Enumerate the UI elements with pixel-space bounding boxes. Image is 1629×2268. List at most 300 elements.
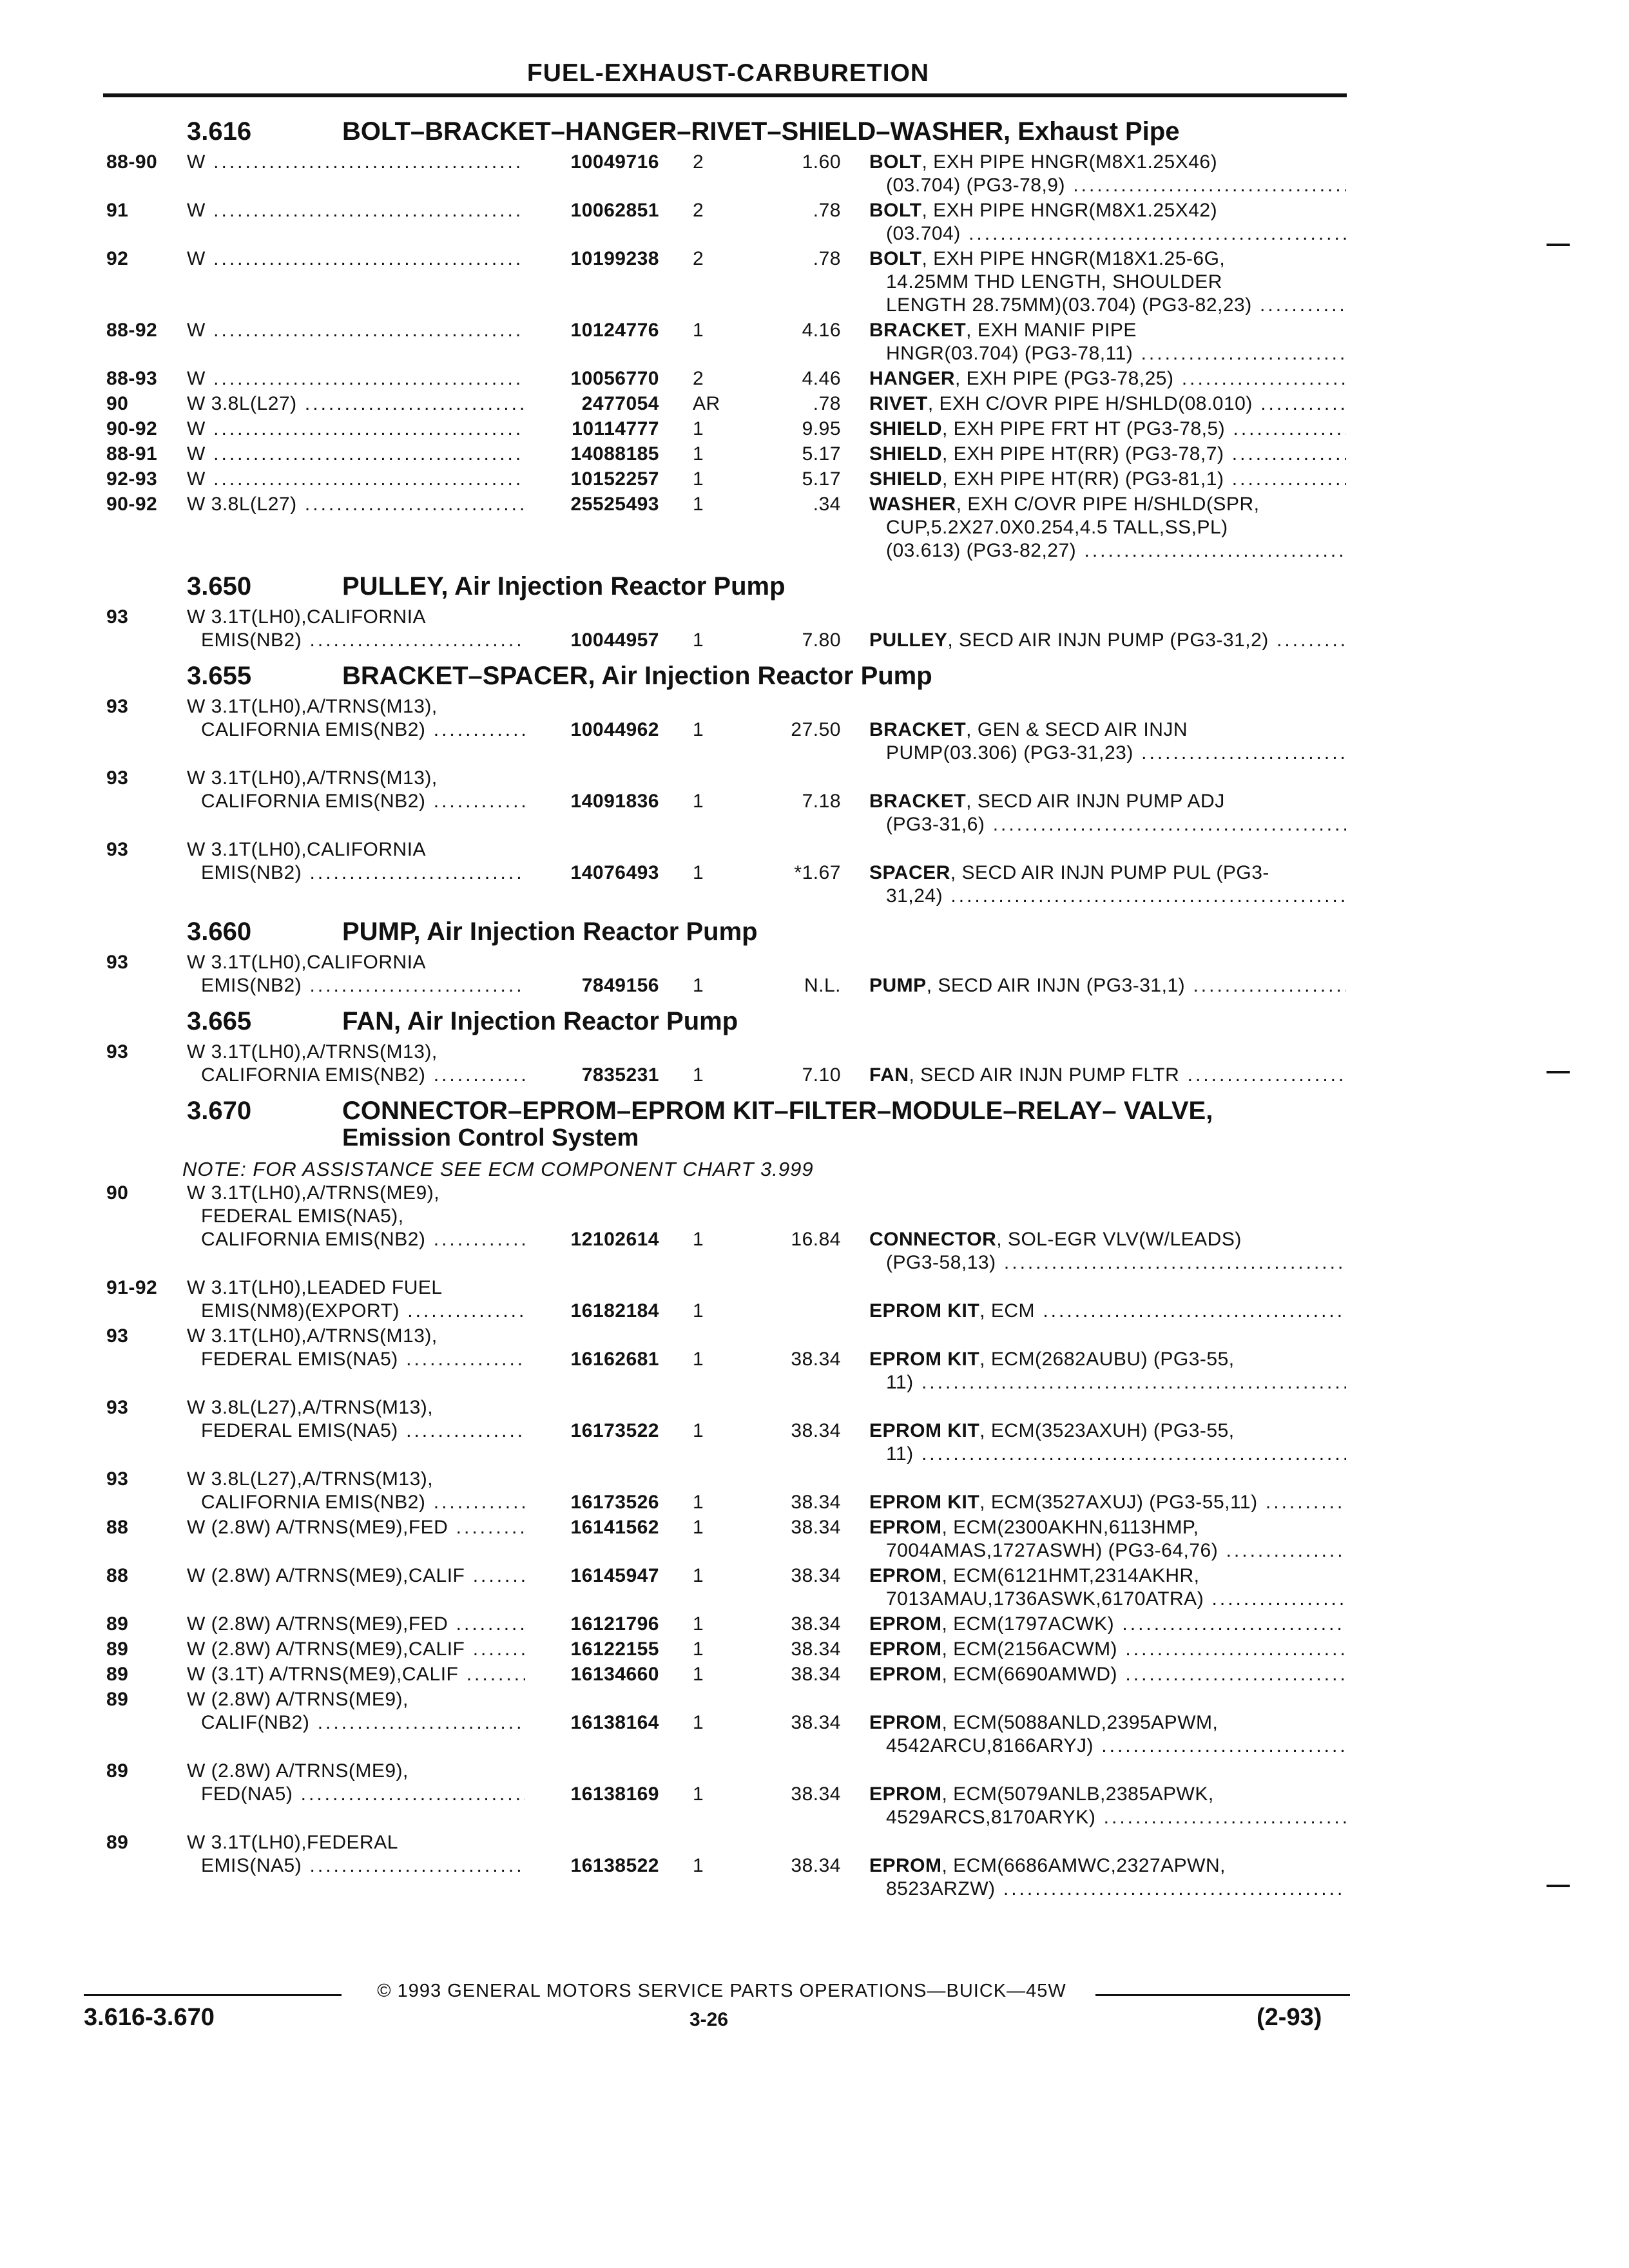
model-years: 89 xyxy=(106,1832,129,1853)
price: 38.34 xyxy=(791,1712,841,1733)
application-line: W 3.1T(LH0),A/TRNS(M13), xyxy=(187,1325,438,1347)
spacer xyxy=(187,222,638,245)
part-row xyxy=(106,1760,1350,1831)
description-line xyxy=(869,1064,1346,1087)
description-line xyxy=(869,418,1346,441)
quantity: 1 xyxy=(693,1229,704,1250)
part-number: 10199238 xyxy=(525,247,659,271)
quantity: 1 xyxy=(693,1420,704,1441)
quantity: 1 xyxy=(693,1064,704,1086)
catalog-section xyxy=(106,570,1350,654)
price: 5.17 xyxy=(802,468,841,490)
part-number: 16182184 xyxy=(525,1300,659,1323)
application-line: FED(NA5) ..... xyxy=(187,1783,638,1806)
section-title: PUMP, Air Injection Reactor Pump xyxy=(342,918,758,946)
model-years: 88-92 xyxy=(106,320,158,341)
application-line: W ..... xyxy=(187,199,638,222)
quantity: 1 xyxy=(693,468,704,490)
section-number: 3.655 xyxy=(187,662,252,690)
part-name: BRACKET xyxy=(869,791,967,812)
model-years: 92-93 xyxy=(106,468,158,490)
application-line: EMIS(NM8)(EXPORT) ..... xyxy=(187,1300,638,1323)
section-number: 3.660 xyxy=(187,918,252,946)
catalog-section xyxy=(106,1094,1350,1903)
spacer xyxy=(187,516,638,539)
part-number: 10114777 xyxy=(525,418,659,441)
application-line: W (2.8W) A/TRNS(ME9),CALIF ..... xyxy=(187,1564,638,1588)
part-description xyxy=(869,1711,1346,1758)
price: 5.17 xyxy=(802,443,841,465)
part-description xyxy=(869,468,1346,491)
price: 1.60 xyxy=(802,151,841,173)
description-text: , EXH MANIF PIPE xyxy=(966,320,1137,341)
description-line xyxy=(869,1348,1346,1371)
part-name: EPROM xyxy=(869,1639,942,1660)
description-line xyxy=(869,718,1346,742)
application-line: W 3.1T(LH0),A/TRNS(M13), xyxy=(187,767,438,789)
margin-mark xyxy=(1547,1885,1570,1887)
description-line: 14.25MM THD LENGTH, SHOULDER xyxy=(886,271,1222,293)
application-line: W 3.1T(LH0),CALIFORNIA xyxy=(187,952,427,973)
part-description xyxy=(869,1613,1346,1636)
price: 38.34 xyxy=(791,1492,841,1513)
description-line xyxy=(869,1613,1346,1636)
description-text: , ECM xyxy=(979,1300,1036,1321)
price: 38.34 xyxy=(791,1517,841,1538)
catalog-section xyxy=(106,915,1350,999)
spacer xyxy=(187,294,638,317)
part-row xyxy=(106,1396,1350,1468)
margin-mark xyxy=(1547,244,1570,246)
description-text: , EXH PIPE HNGR(M8X1.25X46) xyxy=(921,151,1218,173)
quantity: 1 xyxy=(693,1664,704,1685)
description-line xyxy=(869,151,1346,174)
model-years: 88 xyxy=(106,1565,129,1586)
part-row xyxy=(106,1468,1350,1516)
part-row xyxy=(106,951,1350,999)
part-number: 16145947 xyxy=(525,1564,659,1588)
price: N.L. xyxy=(804,975,841,996)
description-line xyxy=(869,1711,1346,1735)
part-row xyxy=(106,468,1350,493)
description-line xyxy=(869,1783,1346,1806)
description-line xyxy=(869,861,1346,885)
quantity: 1 xyxy=(693,791,704,812)
description-line xyxy=(869,974,1346,997)
part-name: SHIELD xyxy=(869,443,943,465)
price: .34 xyxy=(813,494,841,515)
description-line xyxy=(869,493,1346,516)
part-number: 14088185 xyxy=(525,443,659,466)
part-description xyxy=(869,151,1346,197)
part-name: SHIELD xyxy=(869,468,943,490)
part-description xyxy=(869,247,1346,317)
part-number: 10062851 xyxy=(525,199,659,222)
part-name: BOLT xyxy=(869,151,922,173)
description-text: , ECM(6686AMWC,2327APWN, xyxy=(941,1855,1226,1876)
price: 38.34 xyxy=(791,1639,841,1660)
part-number: 10049716 xyxy=(525,151,659,174)
section-heading xyxy=(106,1094,1350,1157)
application-line: CALIF(NB2) ..... xyxy=(187,1711,638,1735)
quantity: 1 xyxy=(693,1613,704,1635)
description-line: HNGR(03.704) (PG3-78,11) ..... xyxy=(869,342,1346,365)
part-name: EPROM xyxy=(869,1783,942,1805)
part-name: BRACKET xyxy=(869,719,967,740)
section-heading xyxy=(106,570,1350,606)
description-text: , GEN & SECD AIR INJN xyxy=(966,719,1188,740)
footer-page-number: 3-26 xyxy=(689,2009,729,2030)
description-line xyxy=(869,199,1346,222)
description-line xyxy=(869,1419,1346,1443)
part-number: 16162681 xyxy=(525,1348,659,1371)
application-line: FEDERAL EMIS(NA5) ..... xyxy=(187,1419,638,1443)
part-row xyxy=(106,443,1350,468)
quantity: 1 xyxy=(693,443,704,465)
section-heading xyxy=(106,1004,1350,1041)
application-line: W ..... xyxy=(187,443,638,466)
application-line: W 3.1T(LH0),LEADED FUEL xyxy=(187,1277,443,1298)
application-line: CALIFORNIA EMIS(NB2) ..... xyxy=(187,1228,638,1251)
quantity: 2 xyxy=(693,368,704,389)
application-line: W 3.1T(LH0),A/TRNS(M13), xyxy=(187,1041,438,1062)
application-line: EMIS(NA5) ..... xyxy=(187,1854,638,1878)
part-row xyxy=(106,199,1350,247)
description-line: 8523ARZW) ..... xyxy=(869,1878,1346,1901)
part-name: PUMP xyxy=(869,975,927,996)
part-name: SPACER xyxy=(869,862,950,883)
description-text: , EXH C/OVR PIPE H/SHLD(SPR, xyxy=(956,494,1260,515)
description-line: CUP,5.2X27.0X0.254,4.5 TALL,SS,PL) xyxy=(886,517,1228,538)
description-text: , ECM(1797ACWK) xyxy=(941,1613,1115,1635)
price: 38.34 xyxy=(791,1664,841,1685)
section-title: CONNECTOR–EPROM–EPROM KIT–FILTER–MODULE–RELAY– VALVE, xyxy=(342,1097,1213,1125)
part-name: FAN xyxy=(869,1064,909,1086)
model-years: 89 xyxy=(106,1760,129,1782)
part-row xyxy=(106,151,1350,199)
application-line: W (2.8W) A/TRNS(ME9), xyxy=(187,1689,409,1710)
application-line: CALIFORNIA EMIS(NB2) ..... xyxy=(187,1491,638,1514)
part-name: EPROM xyxy=(869,1613,942,1635)
description-text: , ECM(6121HMT,2314AKHR, xyxy=(941,1565,1200,1586)
price: 7.10 xyxy=(802,1064,841,1086)
description-text: , EXH PIPE HT(RR) (PG3-81,1) xyxy=(942,468,1224,490)
price: .78 xyxy=(813,248,841,269)
description-line xyxy=(869,1491,1346,1514)
quantity: 1 xyxy=(693,1300,704,1321)
part-description xyxy=(869,493,1346,562)
application-line: W 3.8L(L27),A/TRNS(M13), xyxy=(187,1468,434,1490)
part-description xyxy=(869,1638,1346,1661)
footer-rule-left xyxy=(84,1994,342,1996)
part-description xyxy=(869,861,1346,908)
margin-mark xyxy=(1547,1071,1570,1073)
description-text: , EXH PIPE HNGR(M18X1.25-6G, xyxy=(921,248,1226,269)
application-line: W 3.1T(LH0),A/TRNS(M13), xyxy=(187,696,438,717)
model-years: 90 xyxy=(106,393,129,414)
part-name: EPROM xyxy=(869,1855,942,1876)
catalog-section xyxy=(106,115,1350,564)
application-line: EMIS(NB2) ..... xyxy=(187,974,638,997)
quantity: 1 xyxy=(693,1565,704,1586)
part-description xyxy=(869,199,1346,245)
description-text: , ECM(6690AMWD) xyxy=(941,1664,1118,1685)
part-row xyxy=(106,767,1350,838)
description-line: 4529ARCS,8170ARYK) ..... xyxy=(869,1806,1346,1829)
application-line: CALIFORNIA EMIS(NB2) ..... xyxy=(187,1064,638,1087)
part-number: 16173526 xyxy=(525,1491,659,1514)
part-row xyxy=(106,695,1350,767)
description-line xyxy=(869,247,1346,271)
section-heading xyxy=(106,659,1350,695)
section-note: NOTE: FOR ASSISTANCE SEE ECM COMPONENT CHART 3.999 xyxy=(182,1158,814,1180)
part-name: WASHER xyxy=(869,494,956,515)
quantity: 1 xyxy=(693,862,704,883)
spacer xyxy=(187,1588,638,1611)
price: 7.80 xyxy=(802,629,841,651)
description-text: , ECM(3527AXUJ) (PG3-55,11) xyxy=(979,1492,1258,1513)
application-line: W ..... xyxy=(187,319,638,342)
model-years: 93 xyxy=(106,1397,129,1418)
part-row xyxy=(106,1638,1350,1663)
part-row xyxy=(106,1688,1350,1760)
part-name: HANGER xyxy=(869,368,956,389)
part-number: 14091836 xyxy=(525,790,659,813)
part-number: 12102614 xyxy=(525,1228,659,1251)
model-years: 89 xyxy=(106,1613,129,1635)
model-years: 91-92 xyxy=(106,1277,158,1298)
spacer xyxy=(187,1539,638,1562)
part-row xyxy=(106,1564,1350,1613)
spacer xyxy=(187,271,638,294)
description-text: , ECM(2156ACWM) xyxy=(941,1639,1118,1660)
description-text: , EXH C/OVR PIPE H/SHLD(08.010) xyxy=(927,393,1253,414)
application-line: FEDERAL EMIS(NA5) ..... xyxy=(187,1348,638,1371)
application-line: W ..... xyxy=(187,151,638,174)
description-text: , EXH PIPE HNGR(M8X1.25X42) xyxy=(921,200,1218,221)
part-row xyxy=(106,606,1350,654)
section-subtitle: Emission Control System xyxy=(342,1124,639,1151)
application-line: CALIFORNIA EMIS(NB2) ..... xyxy=(187,790,638,813)
application-line: EMIS(NB2) ..... xyxy=(187,861,638,885)
footer-rule-right xyxy=(1095,1994,1350,1996)
part-description xyxy=(869,1854,1346,1901)
application-line: W ..... xyxy=(187,367,638,390)
part-description xyxy=(869,1783,1346,1829)
spacer xyxy=(187,539,638,562)
part-row xyxy=(106,838,1350,910)
section-title: PULLEY, Air Injection Reactor Pump xyxy=(342,572,786,601)
description-line xyxy=(869,1663,1346,1686)
quantity: 2 xyxy=(693,200,704,221)
quantity: 1 xyxy=(693,1517,704,1538)
application-line: W (2.8W) A/TRNS(ME9), xyxy=(187,1760,409,1782)
description-text: , EXH PIPE HT(RR) (PG3-78,7) xyxy=(942,443,1224,465)
part-name: BOLT xyxy=(869,200,922,221)
price: 38.34 xyxy=(791,1783,841,1805)
catalog-section xyxy=(106,659,1350,910)
description-line xyxy=(869,629,1346,652)
part-number: 16138164 xyxy=(525,1711,659,1735)
part-number: 25525493 xyxy=(525,493,659,516)
part-number: 14076493 xyxy=(525,861,659,885)
part-number: 16173522 xyxy=(525,1419,659,1443)
part-row xyxy=(106,418,1350,443)
spacer xyxy=(187,174,638,197)
description-line xyxy=(869,1564,1346,1588)
price: .78 xyxy=(813,393,841,414)
description-line xyxy=(869,1638,1346,1661)
part-number: 7835231 xyxy=(525,1064,659,1087)
part-name: SHIELD xyxy=(869,418,943,439)
description-line: 11) ..... xyxy=(869,1371,1346,1394)
description-line: (03.613) (PG3-82,27) ..... xyxy=(869,539,1346,562)
application-line: W (2.8W) A/TRNS(ME9),FED ..... xyxy=(187,1516,638,1539)
part-description xyxy=(869,443,1346,466)
description-line: 7013AMAU,1736ASWK,6170ATRA) ..... xyxy=(869,1588,1346,1611)
part-description xyxy=(869,718,1346,765)
price: 4.46 xyxy=(802,368,841,389)
part-description xyxy=(869,1491,1346,1514)
application-line: W ..... xyxy=(187,468,638,491)
price: 27.50 xyxy=(791,719,841,740)
part-name: EPROM xyxy=(869,1664,942,1685)
price: 7.18 xyxy=(802,791,841,812)
description-line xyxy=(869,1516,1346,1539)
part-row xyxy=(106,319,1350,367)
application-line: W 3.8L(L27),A/TRNS(M13), xyxy=(187,1397,434,1418)
quantity: 1 xyxy=(693,1783,704,1805)
part-row xyxy=(106,1182,1350,1276)
quantity: 1 xyxy=(693,719,704,740)
description-line: 4542ARCU,8166ARYJ) ..... xyxy=(869,1735,1346,1758)
part-description xyxy=(869,319,1346,365)
part-name: EPROM KIT xyxy=(869,1492,980,1513)
header-rule xyxy=(103,93,1347,97)
model-years: 89 xyxy=(106,1664,129,1685)
price: 9.95 xyxy=(802,418,841,439)
description-line xyxy=(869,1228,1346,1251)
description-text: , ECM(3523AXUH) (PG3-55, xyxy=(979,1420,1235,1441)
price: 38.34 xyxy=(791,1565,841,1586)
part-name: BOLT xyxy=(869,248,922,269)
price: 38.34 xyxy=(791,1855,841,1876)
part-description xyxy=(869,1300,1346,1323)
part-description xyxy=(869,1064,1346,1087)
part-row xyxy=(106,392,1350,418)
part-number: 16134660 xyxy=(525,1663,659,1686)
description-line xyxy=(869,790,1346,813)
part-row xyxy=(106,1516,1350,1564)
part-name: EPROM xyxy=(869,1712,942,1733)
section-title: BOLT–BRACKET–HANGER–RIVET–SHIELD–WASHER, Exhaust Pipe xyxy=(342,117,1180,146)
quantity: 1 xyxy=(693,629,704,651)
price: .78 xyxy=(813,200,841,221)
model-years: 93 xyxy=(106,839,129,860)
part-description xyxy=(869,629,1346,652)
description-line xyxy=(869,367,1346,390)
model-years: 93 xyxy=(106,1325,129,1347)
quantity: 2 xyxy=(693,248,704,269)
application-line: FEDERAL EMIS(NA5), xyxy=(201,1206,404,1227)
part-number: 10044962 xyxy=(525,718,659,742)
application-line: W 3.8L(L27) ..... xyxy=(187,392,638,416)
part-number: 16141562 xyxy=(525,1516,659,1539)
price: 38.34 xyxy=(791,1613,841,1635)
model-years: 88-91 xyxy=(106,443,158,465)
part-name: EPROM KIT xyxy=(869,1300,980,1321)
application-line: EMIS(NB2) ..... xyxy=(187,629,638,652)
model-years: 92 xyxy=(106,248,129,269)
quantity: 1 xyxy=(693,1349,704,1370)
application-line: W ..... xyxy=(187,247,638,271)
price: 38.34 xyxy=(791,1420,841,1441)
section-number: 3.616 xyxy=(187,117,252,146)
description-line xyxy=(869,392,1346,416)
description-text: , SECD AIR INJN PUMP PUL (PG3- xyxy=(950,862,1269,883)
description-text: , SECD AIR INJN PUMP (PG3-31,2) xyxy=(947,629,1269,651)
model-years: 90-92 xyxy=(106,418,158,439)
application-line: W (2.8W) A/TRNS(ME9),FED ..... xyxy=(187,1613,638,1636)
part-number: 10044957 xyxy=(525,629,659,652)
description-line xyxy=(869,468,1346,491)
part-description xyxy=(869,392,1346,416)
parts-catalog-content xyxy=(106,110,1350,1903)
section-number: 3.665 xyxy=(187,1007,252,1035)
part-number: 2477054 xyxy=(525,392,659,416)
part-name: BRACKET xyxy=(869,320,967,341)
section-number: 3.670 xyxy=(187,1097,252,1125)
description-text: , ECM(2300AKHN,6113HMP, xyxy=(941,1517,1199,1538)
quantity: 1 xyxy=(693,1712,704,1733)
description-line: PUMP(03.306) (PG3-31,23) ..... xyxy=(869,742,1346,765)
model-years: 93 xyxy=(106,606,129,628)
quantity: 1 xyxy=(693,1855,704,1876)
section-title: FAN, Air Injection Reactor Pump xyxy=(342,1007,738,1035)
application-line: W (2.8W) A/TRNS(ME9),CALIF ..... xyxy=(187,1638,638,1661)
description-line: (PG3-58,13) ..... xyxy=(869,1251,1346,1274)
spacer xyxy=(187,342,638,365)
description-line xyxy=(869,1300,1346,1323)
footer-section-range: 3.616-3.670 xyxy=(84,2004,215,2031)
part-description xyxy=(869,418,1346,441)
description-text: , EXH PIPE FRT HT (PG3-78,5) xyxy=(942,418,1226,439)
part-number: 16138169 xyxy=(525,1783,659,1806)
part-name: EPROM KIT xyxy=(869,1349,980,1370)
part-row xyxy=(106,367,1350,392)
description-text: , SECD AIR INJN PUMP ADJ xyxy=(966,791,1225,812)
description-text: , SECD AIR INJN (PG3-31,1) xyxy=(926,975,1186,996)
model-years: 88-93 xyxy=(106,368,158,389)
model-years: 93 xyxy=(106,696,129,717)
model-years: 93 xyxy=(106,1041,129,1062)
application-line: W ..... xyxy=(187,418,638,441)
quantity: 1 xyxy=(693,1492,704,1513)
application-line: CALIFORNIA EMIS(NB2) ..... xyxy=(187,718,638,742)
part-description xyxy=(869,1348,1346,1394)
part-name: PULLEY xyxy=(869,629,948,651)
section-heading xyxy=(106,115,1350,151)
part-number: 16138522 xyxy=(525,1854,659,1878)
price: 16.84 xyxy=(791,1229,841,1250)
application-line: W 3.8L(L27) ..... xyxy=(187,493,638,516)
description-line: 7004AMAS,1727ASWH) (PG3-64,76) ..... xyxy=(869,1539,1346,1562)
part-name: RIVET xyxy=(869,393,928,414)
quantity: 1 xyxy=(693,1639,704,1660)
quantity: 1 xyxy=(693,494,704,515)
part-row xyxy=(106,1831,1350,1903)
description-text: , EXH PIPE (PG3-78,25) xyxy=(955,368,1174,389)
